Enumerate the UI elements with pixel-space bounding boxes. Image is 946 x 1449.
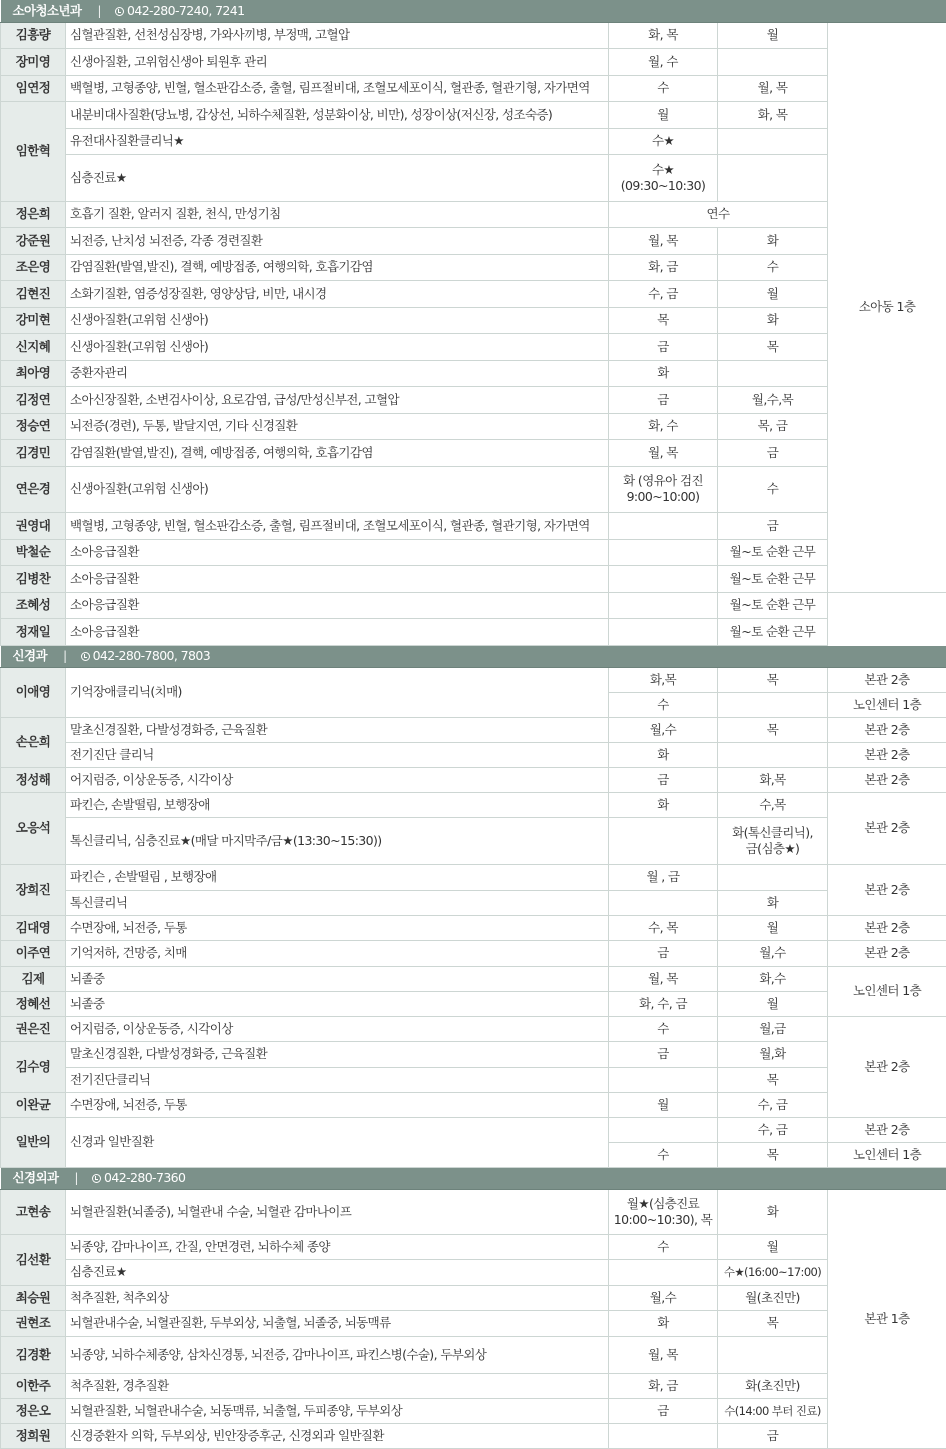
pm-days: 월,수 — [718, 940, 828, 966]
location: 본관 2층 — [828, 742, 946, 767]
specialty: 유전대사질환클리닉★ — [66, 128, 609, 154]
doctor-name: 고현송 — [1, 1189, 66, 1234]
specialty: 심혈관질환, 선천성심장병, 가와사끼병, 부정맥, 고혈압 — [66, 22, 609, 48]
am-days — [609, 592, 718, 618]
specialty: 심층진료★ — [66, 1259, 609, 1285]
doctor-name: 최승원 — [1, 1285, 66, 1310]
am-days: 화 — [609, 360, 718, 386]
pm-days: 목 — [718, 333, 828, 360]
doctor-name: 이완균 — [1, 1092, 66, 1117]
table-row — [1, 915, 946, 940]
pm-days: 화 — [718, 890, 828, 915]
pm-days: 목, 금 — [718, 413, 828, 439]
pm-days: 수 — [718, 466, 828, 512]
am-days: 수 — [609, 1142, 718, 1167]
doctor-name: 김제 — [1, 966, 66, 991]
specialty: 수면장애, 뇌전증, 두통 — [66, 915, 609, 940]
doctor-name: 정성해 — [1, 767, 66, 792]
doctor-name: 김현진 — [1, 280, 66, 307]
doctor-name: 연은경 — [1, 466, 66, 512]
am-days: 수 — [609, 1234, 718, 1259]
table-row — [1, 1067, 946, 1092]
pm-days — [718, 692, 828, 717]
specialty: 백혈병, 고형종양, 빈혈, 혈소판감소증, 출혈, 림프절비대, 조혈모세포이식, 혈관종, 혈관기형, 자가면역 — [66, 512, 609, 539]
doctor-name: 손은희 — [1, 717, 66, 767]
table-row — [1, 1423, 946, 1448]
pm-days — [718, 1336, 828, 1373]
am-days — [609, 512, 718, 539]
doctor-name: 김선환 — [1, 1234, 66, 1285]
specialty: 소아응급질환 — [66, 565, 609, 592]
pm-days: 월,화 — [718, 1041, 828, 1067]
dept-phone: 042-280-7800, 7803 — [93, 648, 211, 663]
specialty: 전기진단클리닉 — [66, 1067, 609, 1092]
table-row — [1, 1373, 946, 1398]
specialty: 감염질환(발열,발진), 결핵, 예방접종, 여행의학, 호흡기감염 — [66, 254, 609, 280]
table-row — [1, 75, 946, 101]
pm-days: 월,금 — [718, 1016, 828, 1041]
am-days: 월,수 — [609, 1285, 718, 1310]
doctor-name: 권현조 — [1, 1310, 66, 1336]
table-row — [1, 940, 946, 966]
specialty: 신경과 일반질환 — [66, 1117, 609, 1167]
doctor-name: 장미영 — [1, 48, 66, 75]
specialty: 백혈병, 고형종양, 빈혈, 혈소판감소증, 출혈, 림프절비대, 조혈모세포이식, 혈관종, 혈관기형, 자가면역 — [66, 75, 609, 101]
am-days: 금 — [609, 1398, 718, 1423]
pm-days: 월~토 순환 근무 — [718, 565, 828, 592]
specialty: 말초신경질환, 다발성경화증, 근육질환 — [66, 717, 609, 742]
table-row — [1, 1310, 946, 1336]
doctor-name: 조혜성 — [1, 592, 66, 618]
doctor-name: 일반의 — [1, 1117, 66, 1167]
table-row — [1, 512, 946, 539]
doctor-name: 김경환 — [1, 1336, 66, 1373]
am-days: 월 — [609, 101, 718, 128]
doctor-name: 정희원 — [1, 1423, 66, 1448]
am-days: 화, 금 — [609, 1373, 718, 1398]
specialty: 심층진료★ — [66, 154, 609, 201]
section-header-pediatrics: 소아청소년과 | 042-280-7240, 7241 — [1, 0, 946, 22]
table-row — [1, 717, 946, 742]
doctor-name: 정은오 — [1, 1398, 66, 1423]
table-row — [1, 991, 946, 1016]
specialty: 소화기질환, 염증성장질환, 영양상담, 비만, 내시경 — [66, 280, 609, 307]
location: 본관 1층 — [828, 1189, 946, 1448]
table-row — [1, 413, 946, 439]
pm-days: 목 — [718, 1142, 828, 1167]
doctor-name: 박철순 — [1, 539, 66, 565]
table-row — [1, 1336, 946, 1373]
pm-days: 목 — [718, 717, 828, 742]
specialty: 파킨슨, 손발떨림, 보행장애 — [66, 792, 609, 817]
section-header-neurosurgery: 신경외과 | 042-280-7360 — [1, 1167, 946, 1189]
am-days: 월, 목 — [609, 439, 718, 466]
pm-days: 월, 목 — [718, 75, 828, 101]
pm-days: 화,수 — [718, 966, 828, 991]
pm-days: 월 — [718, 991, 828, 1016]
pm-days — [718, 48, 828, 75]
specialty: 전기진단 클리닉 — [66, 742, 609, 767]
table-row — [1, 592, 946, 618]
table-row — [1, 201, 946, 227]
doctor-name: 조은영 — [1, 254, 66, 280]
pm-days: 월~토 순환 근무 — [718, 618, 828, 645]
am-days: 월, 목 — [609, 227, 718, 254]
doctor-name: 이애영 — [1, 667, 66, 717]
specialty: 신생아질환(고위험 신생아) — [66, 333, 609, 360]
pm-days — [718, 154, 828, 201]
doctor-name: 정혜선 — [1, 991, 66, 1016]
pm-days: 화(초진만) — [718, 1373, 828, 1398]
am-days: 수 — [609, 75, 718, 101]
table-row — [1, 890, 946, 915]
pm-days — [718, 360, 828, 386]
pm-days: 월 — [718, 280, 828, 307]
specialty: 뇌종양, 뇌하수체종양, 삼차신경통, 뇌전증, 감마나이프, 파킨스병(수술), 두부외상 — [66, 1336, 609, 1373]
table-row — [1, 333, 946, 360]
specialty: 척추질환, 경추질환 — [66, 1373, 609, 1398]
doctor-name: 강미현 — [1, 307, 66, 333]
am-days-line2: (09:30~10:30) — [613, 178, 713, 194]
table-row — [1, 360, 946, 386]
table-row — [1, 128, 946, 154]
location: 본관 2층 — [828, 667, 946, 692]
specialty: 신생아질환, 고위험신생아 퇴원후 관리 — [66, 48, 609, 75]
table-row — [1, 817, 946, 864]
doctor-name: 신지혜 — [1, 333, 66, 360]
specialty: 호흡기 질환, 알러지 질환, 천식, 만성기침 — [66, 201, 609, 227]
pm-days-line1: 화(톡신클리닉), — [722, 825, 823, 841]
section-header-neurology: 신경과 | 042-280-7800, 7803 — [1, 645, 946, 667]
table-row — [1, 742, 946, 767]
pm-days: 목 — [718, 1310, 828, 1336]
am-days: 목 — [609, 307, 718, 333]
table-row — [1, 466, 946, 512]
am-days: 수, 목 — [609, 915, 718, 940]
table-row — [1, 1234, 946, 1259]
pm-days: 화 — [718, 1189, 828, 1234]
table-row — [1, 1259, 946, 1285]
am-days-line2: 10:00~10:30), 목 — [613, 1212, 713, 1228]
pm-days — [718, 128, 828, 154]
doctor-name: 김흥량 — [1, 22, 66, 48]
dept-phone: 042-280-7360 — [104, 1170, 185, 1185]
pm-days: 금 — [718, 439, 828, 466]
location: 노인센터 1층 — [828, 692, 946, 717]
specialty: 소아신장질환, 소변검사이상, 요로감염, 급성/만성신부전, 고혈압 — [66, 386, 609, 413]
table-row — [1, 618, 946, 645]
location: 본관 2층 — [828, 1016, 946, 1117]
specialty: 뇌전증, 난치성 뇌전증, 각종 경련질환 — [66, 227, 609, 254]
specialty: 어지럼증, 이상운동증, 시각이상 — [66, 767, 609, 792]
location: 본관 2층 — [828, 1117, 946, 1142]
location: 본관 2층 — [828, 717, 946, 742]
am-days-line1: 화 (영유아 검진 — [613, 473, 713, 489]
specialty: 중환자관리 — [66, 360, 609, 386]
table-row — [1, 386, 946, 413]
table-row — [1, 1285, 946, 1310]
pm-days: 수★(16:00~17:00) — [718, 1259, 828, 1285]
am-days: 수 — [609, 1016, 718, 1041]
specialty: 톡신클리닉 — [66, 890, 609, 915]
pm-days: 화, 목 — [718, 101, 828, 128]
am-days: 수★ — [609, 128, 718, 154]
am-days: 월, 수 — [609, 48, 718, 75]
pm-days: 수, 금 — [718, 1092, 828, 1117]
am-days: 금 — [609, 333, 718, 360]
specialty: 소아응급질환 — [66, 618, 609, 645]
table-row — [1, 1092, 946, 1117]
specialty: 뇌혈관질환, 뇌혈관내수술, 뇌동맥류, 뇌출혈, 두피종양, 두부외상 — [66, 1398, 609, 1423]
doctor-name: 임한혁 — [1, 101, 66, 201]
am-days — [609, 539, 718, 565]
table-row — [1, 966, 946, 991]
doctor-name: 이한주 — [1, 1373, 66, 1398]
schedule-merged: 연수 — [609, 201, 828, 227]
table-row — [1, 792, 946, 817]
am-days: 화, 수 — [609, 413, 718, 439]
doctor-name: 김병찬 — [1, 565, 66, 592]
am-days: 화, 금 — [609, 254, 718, 280]
pm-days: 월,수,목 — [718, 386, 828, 413]
pm-days: 화,목 — [718, 767, 828, 792]
am-days: 월, 목 — [609, 966, 718, 991]
am-days — [609, 618, 718, 645]
specialty: 뇌혈관내수술, 뇌혈관질환, 두부외상, 뇌출혈, 뇌졸중, 뇌동맥류 — [66, 1310, 609, 1336]
am-days: 월 — [609, 1092, 718, 1117]
location: 본관 2층 — [828, 864, 946, 915]
location: 본관 2층 — [828, 940, 946, 966]
table-row — [1, 154, 946, 201]
am-days: 화 — [609, 1310, 718, 1336]
specialty: 파킨슨 , 손발떨림 , 보행장애 — [66, 864, 609, 890]
doctor-name: 정승연 — [1, 413, 66, 439]
dept-name: 신경과 — [13, 648, 47, 663]
pm-days — [718, 864, 828, 890]
table-row — [1, 1117, 946, 1142]
dept-name: 신경외과 — [13, 1170, 59, 1185]
table-row — [1, 539, 946, 565]
dept-phone: 042-280-7240, 7241 — [127, 3, 245, 18]
am-days: 화 — [609, 742, 718, 767]
doctor-name: 장희진 — [1, 864, 66, 915]
table-row — [1, 864, 946, 890]
doctor-name: 김정연 — [1, 386, 66, 413]
pm-days: 수(14:00 부터 진료) — [718, 1398, 828, 1423]
am-days: 수 — [609, 692, 718, 717]
pm-days: 화 — [718, 227, 828, 254]
am-days: 금 — [609, 767, 718, 792]
dept-name: 소아청소년과 — [13, 3, 82, 18]
table-row — [1, 280, 946, 307]
doctor-name: 정재일 — [1, 618, 66, 645]
specialty: 뇌전증(경련), 두통, 발달지연, 기타 신경질환 — [66, 413, 609, 439]
location: 소아동 1층 — [828, 22, 946, 592]
pm-days: 금 — [718, 512, 828, 539]
pm-days: 목 — [718, 667, 828, 692]
specialty: 신생아질환(고위험 신생아) — [66, 466, 609, 512]
doctor-name: 김경민 — [1, 439, 66, 466]
doctor-name: 강준원 — [1, 227, 66, 254]
am-days — [609, 565, 718, 592]
table-row — [1, 1016, 946, 1041]
table-row — [1, 767, 946, 792]
pm-days: 수 — [718, 254, 828, 280]
location: 본관 2층 — [828, 792, 946, 864]
am-days: 화, 목 — [609, 22, 718, 48]
location: 본관 2층 — [828, 767, 946, 792]
am-days: 월 , 금 — [609, 864, 718, 890]
specialty: 톡신클리닉, 심층진료★(매달 마지막주/금★(13:30~15:30)) — [66, 817, 609, 864]
specialty: 신생아질환(고위험 신생아) — [66, 307, 609, 333]
table-row — [1, 439, 946, 466]
pm-days: 월 — [718, 915, 828, 940]
pm-days: 화 — [718, 307, 828, 333]
phone-icon — [115, 7, 124, 16]
doctor-name: 이주연 — [1, 940, 66, 966]
pm-days — [718, 742, 828, 767]
specialty: 감염질환(발열,발진), 결핵, 예방접종, 여행의학, 호흡기감염 — [66, 439, 609, 466]
am-days: 화 — [609, 792, 718, 817]
table-row — [1, 1398, 946, 1423]
pm-days: 월 — [718, 1234, 828, 1259]
doctor-name: 권영대 — [1, 512, 66, 539]
table-row — [1, 101, 946, 128]
phone-icon — [92, 1174, 101, 1183]
specialty: 척추질환, 척추외상 — [66, 1285, 609, 1310]
am-days — [609, 1189, 718, 1234]
am-days — [609, 1067, 718, 1092]
am-days — [609, 890, 718, 915]
specialty: 소아응급질환 — [66, 592, 609, 618]
specialty: 내분비대사질환(당뇨병, 갑상선, 뇌하수체질환, 성분화이상, 비만), 성장이상(저신장, 성조숙증) — [66, 101, 609, 128]
pm-days: 월(초진만) — [718, 1285, 828, 1310]
pm-days: 금 — [718, 1423, 828, 1448]
specialty: 뇌혈관질환(뇌졸중), 뇌혈관내 수술, 뇌혈관 감마나이프 — [66, 1189, 609, 1234]
am-days — [609, 154, 718, 201]
specialty: 말초신경질환, 다발성경화증, 근육질환 — [66, 1041, 609, 1067]
am-days-line2: 9:00~10:00) — [613, 489, 713, 505]
am-days — [609, 1117, 718, 1142]
am-days: 월, 목 — [609, 1336, 718, 1373]
location: 노인센터 1층 — [828, 966, 946, 1016]
table-row — [1, 22, 946, 48]
location: 본관 2층 — [828, 915, 946, 940]
doctor-name: 권은진 — [1, 1016, 66, 1041]
specialty: 어지럼증, 이상운동증, 시각이상 — [66, 1016, 609, 1041]
specialty: 신경중환자 의학, 두부외상, 빈안장증후군, 신경외과 일반질환 — [66, 1423, 609, 1448]
am-days: 화,목 — [609, 667, 718, 692]
doctor-name: 김대영 — [1, 915, 66, 940]
am-days — [609, 817, 718, 864]
doctor-name: 최아영 — [1, 360, 66, 386]
am-days: 금 — [609, 940, 718, 966]
phone-icon — [81, 652, 90, 661]
am-days-line1: 월★(심층진료 — [613, 1196, 713, 1212]
specialty: 수면장애, 뇌전증, 두통 — [66, 1092, 609, 1117]
am-days: 화, 수, 금 — [609, 991, 718, 1016]
specialty: 기억저하, 건망증, 치매 — [66, 940, 609, 966]
am-days — [609, 466, 718, 512]
pm-days: 월 — [718, 22, 828, 48]
doctor-name: 임연정 — [1, 75, 66, 101]
doctor-name: 정은희 — [1, 201, 66, 227]
specialty: 뇌종양, 감마나이프, 간질, 안면경련, 뇌하수체 종양 — [66, 1234, 609, 1259]
pm-days: 수, 금 — [718, 1117, 828, 1142]
am-days-line1: 수★ — [613, 162, 713, 178]
am-days: 금 — [609, 1041, 718, 1067]
pm-days-line2: 금(심층★) — [722, 841, 823, 857]
table-row — [1, 1041, 946, 1067]
am-days: 수, 금 — [609, 280, 718, 307]
location: 노인센터 1층 — [828, 1142, 946, 1167]
table-row — [1, 667, 946, 692]
table-row — [1, 1189, 946, 1234]
specialty: 뇌졸중 — [66, 991, 609, 1016]
specialty: 소아응급질환 — [66, 539, 609, 565]
specialty: 뇌졸중 — [66, 966, 609, 991]
pm-days: 월~토 순환 근무 — [718, 592, 828, 618]
pm-days: 목 — [718, 1067, 828, 1092]
doctor-name: 오응석 — [1, 792, 66, 864]
am-days: 금 — [609, 386, 718, 413]
table-row — [1, 48, 946, 75]
pm-days — [718, 817, 828, 864]
table-row — [1, 227, 946, 254]
pm-days: 수,목 — [718, 792, 828, 817]
specialty: 기억장애클리닉(치매) — [66, 667, 609, 717]
doctor-name: 김수영 — [1, 1041, 66, 1092]
am-days: 월,수 — [609, 717, 718, 742]
pm-days: 월~토 순환 근무 — [718, 539, 828, 565]
table-row — [1, 565, 946, 592]
table-row — [1, 307, 946, 333]
am-days — [609, 1423, 718, 1448]
am-days — [609, 1259, 718, 1285]
table-row — [1, 254, 946, 280]
